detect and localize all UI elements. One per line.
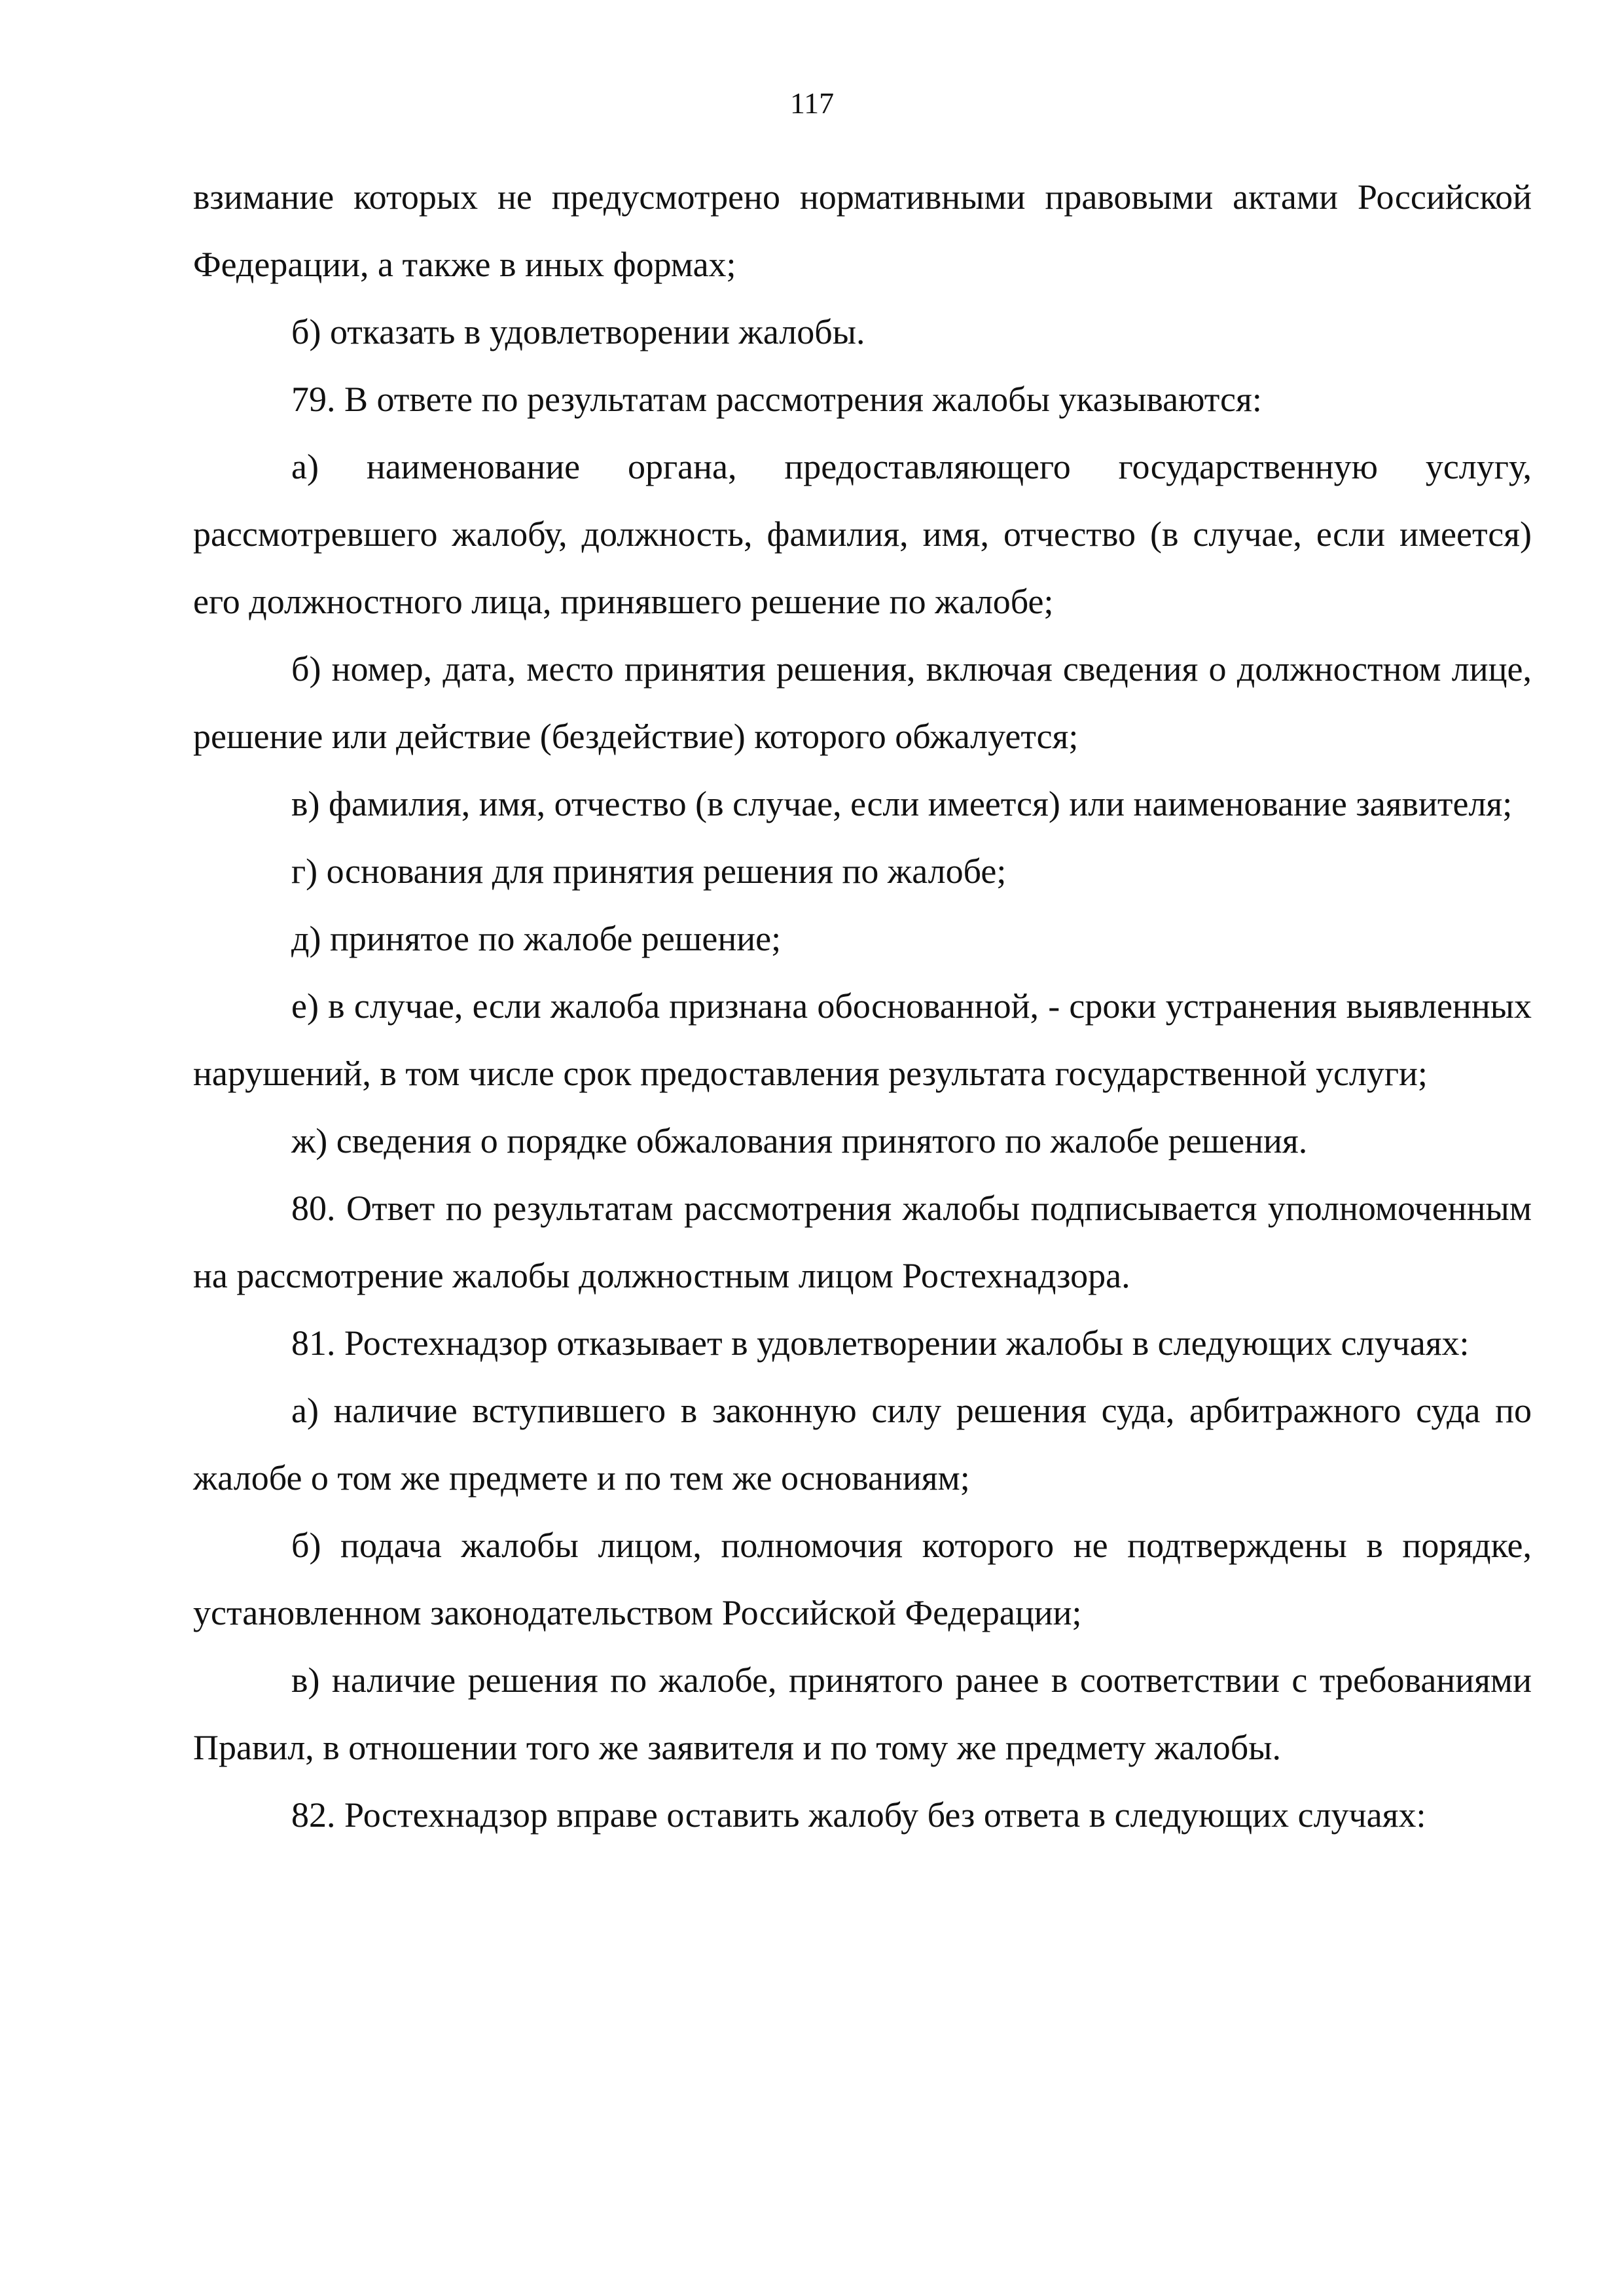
paragraph-81-item-v: в) наличие решения по жалобе, принятого ранее в соответствии с требованиями Правил, в отношении того же заявителя и по тому же предмету жалобы.	[193, 1660, 1532, 1767]
paragraph-81: 81. Ростехнадзор отказывает в удовлетворении жалобы в следующих случаях:	[291, 1323, 1470, 1363]
paragraph-79-item-d: д) принятое по жалобе решение;	[291, 919, 782, 958]
paragraph-item-b-refuse: б) отказать в удовлетворении жалобы.	[291, 312, 865, 351]
paragraph-79-item-b: б) номер, дата, место принятия решения, включая сведения о должностном лице, решение или действие (бездействие) которого обжалуется;	[193, 649, 1532, 756]
paragraph-79-item-zh: ж) сведения о порядке обжалования принятого по жалобе решения.	[291, 1121, 1308, 1160]
paragraph-79-item-v: в) фамилия, имя, отчество (в случае, если имеется) или наименование заявителя;	[291, 784, 1513, 823]
paragraph-79-item-a: а) наименование органа, предоставляющего государственную услугу, рассмотревшего жалобу, должность, фамилия, имя, отчество (в случае, если имеется) его должностного лица, принявшего решение по жалобе;	[193, 447, 1532, 621]
paragraph-79: 79. В ответе по результатам рассмотрения жалобы указываются:	[291, 380, 1262, 419]
paragraph-79-item-g: г) основания для принятия решения по жалобе;	[291, 852, 1007, 891]
paragraph-79-item-e: е) в случае, если жалоба признана обоснованной, - сроки устранения выявленных нарушений, в том числе срок предоставления результата государственной услуги;	[193, 986, 1532, 1093]
page-number: 117	[789, 86, 835, 120]
paragraph-81-item-b: б) подача жалобы лицом, полномочия которого не подтверждены в порядке, установленном законодательством Российской Федерации;	[193, 1526, 1532, 1632]
paragraph-continuation: взимание которых не предусмотрено нормативными правовыми актами Российской Федерации, а также в иных формах;	[193, 177, 1532, 284]
paragraph-80: 80. Ответ по результатам рассмотрения жалобы подписывается уполномоченным на рассмотрение жалобы должностным лицом Ростехнадзора.	[193, 1189, 1532, 1295]
paragraph-82: 82. Ростехнадзор вправе оставить жалобу без ответа в следующих случаях:	[291, 1795, 1426, 1835]
document-body	[193, 164, 1532, 1849]
paragraph-81-item-a: а) наличие вступившего в законную силу решения суда, арбитражного суда по жалобе о том же предмете и по тем же основаниям;	[193, 1391, 1532, 1498]
